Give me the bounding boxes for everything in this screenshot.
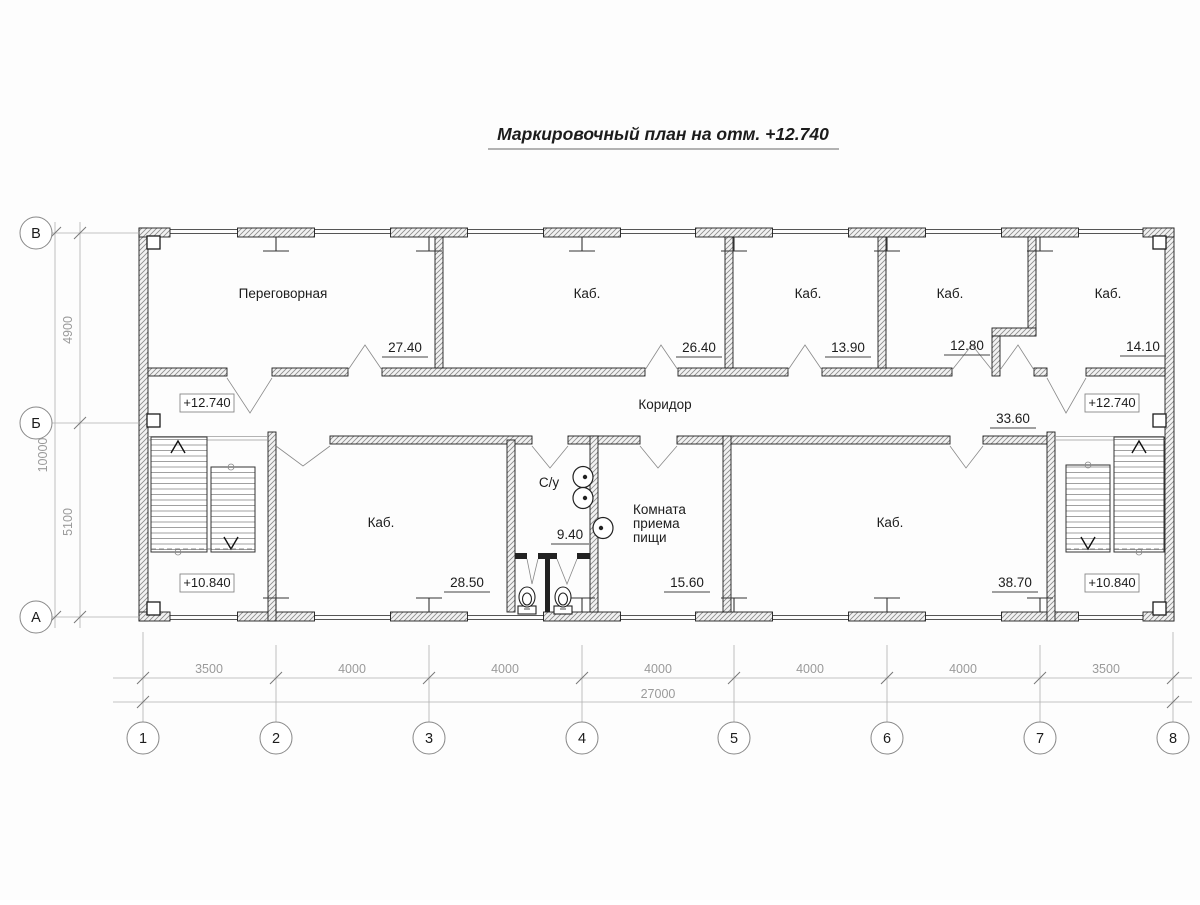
svg-text:8: 8 — [1168, 731, 1178, 747]
svg-text:приема: приема — [633, 516, 680, 531]
elevation-lower-left: +10.840 — [183, 575, 231, 590]
toilet — [554, 587, 572, 614]
dim-27000: 27000 — [640, 687, 676, 701]
svg-text:3500: 3500 — [195, 662, 223, 676]
area-koridor: 33.60 — [996, 411, 1030, 426]
room-label-kab-3870: Каб. — [876, 515, 904, 530]
svg-text:А: А — [31, 610, 41, 626]
sink — [593, 518, 613, 539]
svg-text:7: 7 — [1035, 731, 1045, 747]
svg-text:3500: 3500 — [1092, 662, 1120, 676]
wall-canteen-right — [723, 436, 731, 612]
wall-jog-vertical-upper — [1028, 237, 1036, 336]
wall-stair-right — [1047, 432, 1055, 621]
svg-text:В: В — [31, 226, 41, 242]
dim-10000: 10000 — [36, 437, 50, 473]
svg-text:Б: Б — [31, 416, 41, 432]
room-label-kab-1280: Каб. — [936, 286, 964, 301]
area-komnata: 15.60 — [670, 575, 704, 590]
elevation-upper-right: +12.740 — [1088, 395, 1136, 410]
svg-text:Комната: Комната — [633, 502, 686, 517]
svg-text:4000: 4000 — [949, 662, 977, 676]
wall-wc-left — [507, 440, 515, 612]
room-label-koridor: Коридор — [638, 397, 692, 412]
svg-text:1: 1 — [138, 731, 148, 747]
room-label-kab-1390: Каб. — [794, 286, 822, 301]
svg-text:4: 4 — [577, 731, 587, 747]
wall-meeting-office — [435, 237, 443, 368]
area-peregovornaya: 27.40 — [388, 340, 422, 355]
svg-text:4000: 4000 — [796, 662, 824, 676]
room-label-kab-1410: Каб. — [1094, 286, 1122, 301]
stall-cap-left — [515, 553, 527, 559]
stall-partition — [545, 559, 550, 612]
svg-text:3: 3 — [424, 731, 434, 747]
drawing-title: Маркировочный план на отм. +12.740 — [497, 124, 829, 144]
area-kab-1410: 14.10 — [1126, 339, 1160, 354]
elevation-lower-right: +10.840 — [1088, 575, 1136, 590]
area-kab-3870: 38.70 — [998, 575, 1032, 590]
sink — [573, 488, 593, 509]
area-su: 9.40 — [556, 527, 584, 542]
svg-text:5: 5 — [729, 731, 739, 747]
wall-office-1390-1280 — [878, 237, 886, 368]
wall-jog-vertical-lower — [992, 336, 1000, 376]
svg-text:6: 6 — [882, 731, 892, 747]
stall-cap-right — [577, 553, 590, 559]
stall-cap-center — [538, 553, 557, 559]
svg-text:2: 2 — [271, 731, 281, 747]
svg-text:4000: 4000 — [491, 662, 519, 676]
wall-office-2640-1390 — [725, 237, 733, 368]
svg-text:пищи: пищи — [633, 530, 667, 545]
dim-4900: 4900 — [61, 316, 75, 344]
room-label-peregovornaya: Переговорная — [238, 286, 328, 301]
area-kab-1390: 13.90 — [831, 340, 865, 355]
room-label-su: С/у — [538, 475, 560, 490]
area-kab-1280: 12.80 — [950, 338, 984, 353]
area-kab-2640: 26.40 — [682, 340, 716, 355]
svg-text:4000: 4000 — [338, 662, 366, 676]
wall-stair-left — [268, 432, 276, 621]
dim-5100: 5100 — [61, 508, 75, 536]
room-label-kab-2850: Каб. — [367, 515, 395, 530]
wall-jog-horizontal — [992, 328, 1036, 336]
elevation-upper-left: +12.740 — [183, 395, 231, 410]
sink — [573, 467, 593, 488]
svg-text:4000: 4000 — [644, 662, 672, 676]
wall-corridor-lower — [330, 436, 1047, 444]
area-kab-2850: 28.50 — [450, 575, 484, 590]
toilet — [518, 587, 536, 614]
room-label-kab-2640: Каб. — [573, 286, 601, 301]
